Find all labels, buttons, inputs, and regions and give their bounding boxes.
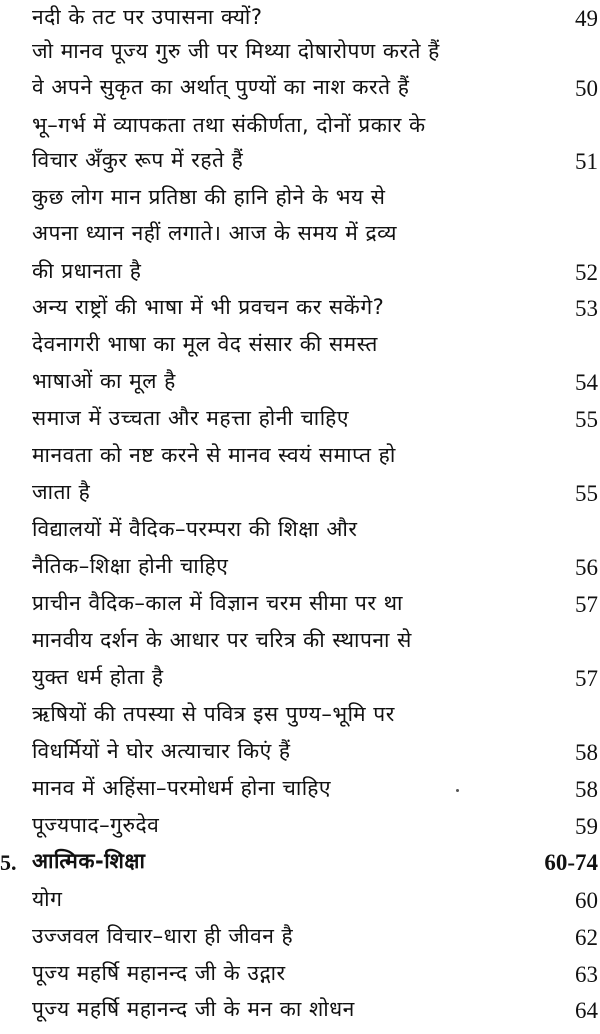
toc-line (0, 218, 600, 258)
toc-line (0, 36, 600, 76)
toc-line-text: की प्रधानता है (32, 259, 142, 283)
chapter-number: 5. (0, 850, 17, 875)
toc-line (0, 292, 600, 332)
toc-chapter-heading (0, 846, 600, 886)
toc-line-text: ऋषियों की तपस्या से पवित्र इस पुण्य–भूमि पर (32, 702, 395, 726)
toc-line (0, 329, 600, 369)
toc-line (0, 662, 600, 702)
toc-line-text: देवनागरी भाषा का मूल वेद संसार की समस्त (32, 332, 378, 356)
toc-line-text: अपना ध्यान नहीं लगाते। आज के समय में द्रव्य (32, 221, 397, 245)
toc-line-text: मानवीय दर्शन के आधार पर चरित्र की स्थापना से (32, 628, 412, 652)
toc-line-page: 57 (575, 592, 598, 617)
toc-line-page: 58 (575, 777, 598, 802)
toc-line-text: वे अपने सुकृत का अर्थात् पुण्यों का नाश करते हैं (32, 75, 410, 99)
toc-line-page: 50 (575, 76, 598, 101)
toc-line (0, 773, 600, 813)
toc-line-page: 54 (575, 370, 598, 395)
toc-line (0, 366, 600, 406)
toc-line (0, 551, 600, 591)
toc-line (0, 810, 600, 850)
toc-line (0, 403, 600, 443)
toc-line (0, 884, 600, 924)
toc-line-text: पूज्य महर्षि महानन्द जी के मन का शोधन (32, 997, 355, 1021)
toc-line (0, 182, 600, 222)
toc-line-text: भाषाओं का मूल है (32, 369, 176, 393)
toc-line-page: 55 (575, 481, 598, 506)
toc-line (0, 145, 600, 185)
toc-line-text: उज्जवल विचार–धारा ही जीवन है (32, 924, 294, 948)
toc-line (0, 625, 600, 665)
toc-line-page: 53 (575, 296, 598, 321)
toc-line (0, 72, 600, 112)
toc-line-text: नैतिक–शिक्षा होनी चाहिए (32, 554, 229, 578)
toc-line-text: नदी के तट पर उपासना क्यों? (32, 5, 263, 29)
toc-line (0, 256, 600, 296)
toc-line-text: विद्यालयों में वैदिक–परम्परा की शिक्षा और (32, 517, 358, 541)
toc-line (0, 588, 600, 628)
toc-line-text: विचार अँकुर रूप में रहते हैं (32, 148, 244, 172)
toc-line-page: 63 (575, 962, 598, 987)
toc-line-text: योग (32, 887, 63, 911)
toc-line-text: कुछ लोग मान प्रतिष्ठा की हानि होने के भय से (32, 185, 386, 209)
toc-line-page: 62 (575, 925, 598, 950)
toc-line (0, 736, 600, 776)
toc-line-page: 60 (575, 888, 598, 913)
toc-line-text: जाता है (32, 480, 91, 504)
toc-line-page: 52 (575, 260, 598, 285)
toc-line-page: 55 (575, 407, 598, 432)
toc-line (0, 514, 600, 554)
chapter-title: आत्मिक-शिक्षा (32, 849, 146, 873)
toc-line-text: भू–गर्भ में व्यापकता तथा संकीर्णता, दोनों प्रकार के (32, 113, 426, 137)
toc-line (0, 440, 600, 480)
toc-line (0, 477, 600, 517)
toc-line-page: 57 (575, 666, 598, 691)
chapter-page-range: 60-74 (544, 850, 598, 875)
toc-line-text: प्राचीन वैदिक–काल में विज्ञान चरम सीमा पर था (32, 591, 403, 615)
toc-line-page: 49 (575, 6, 598, 31)
toc-line (0, 921, 600, 961)
toc-line-text: मानवता को नष्ट करने से मानव स्वयं समाप्त हो (32, 443, 396, 467)
toc-line-text: युक्त धर्म होता है (32, 665, 164, 689)
toc-line-page: 64 (575, 998, 598, 1023)
toc-line-text: मानव में अहिंसा–परमोधर्म होना चाहिए (32, 776, 332, 800)
toc-line (0, 699, 600, 739)
toc-line (0, 958, 600, 998)
toc-line-page: 59 (575, 814, 598, 839)
toc-line-text: विधर्मियों ने घोर अत्याचार किएं हैं (32, 739, 291, 763)
toc-line-page: 58 (575, 740, 598, 765)
toc-line-text: पूज्यपाद–गुरुदेव (32, 813, 160, 837)
toc-line-text: पूज्य महर्षि महानन्द जी के उद्गार (32, 961, 286, 985)
print-speck (456, 789, 459, 792)
toc-line-text: जो मानव पूज्य गुरु जी पर मिथ्या दोषारोपण करते हैं (32, 39, 440, 63)
toc-line (0, 994, 600, 1034)
toc-line-text: समाज में उच्चता और महत्ता होनी चाहिए (32, 406, 349, 430)
toc-line (0, 110, 600, 150)
toc-line-page: 56 (575, 555, 598, 580)
toc-line-text: अन्य राष्ट्रों की भाषा में भी प्रवचन कर सकेंगे? (32, 295, 385, 319)
toc-line-page: 51 (575, 149, 598, 174)
